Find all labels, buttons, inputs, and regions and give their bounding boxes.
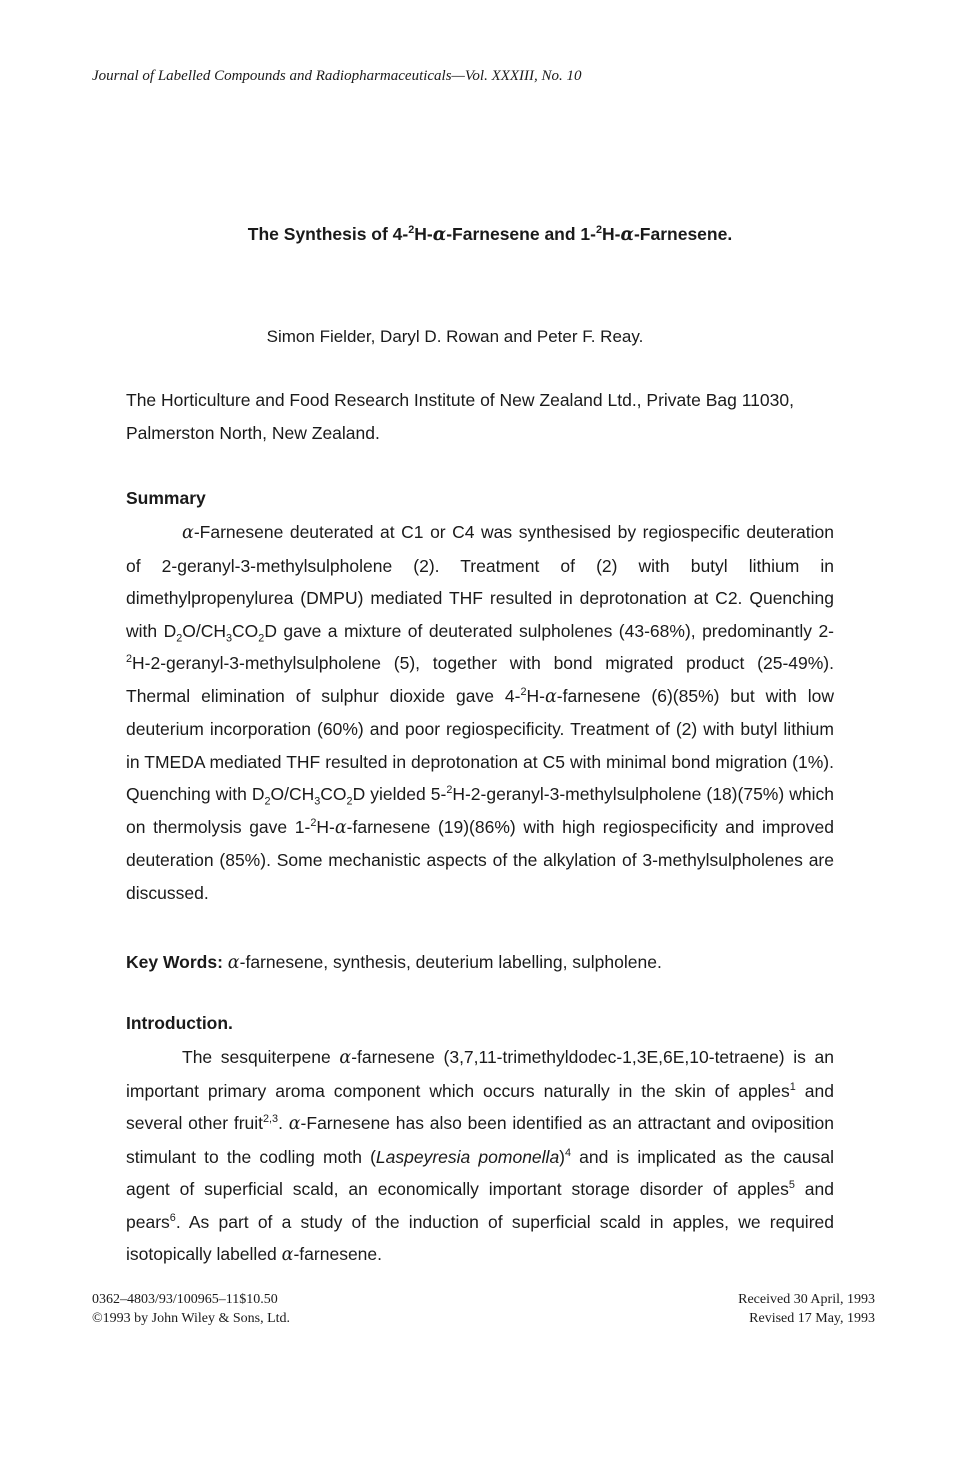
summary-text: H-	[526, 685, 545, 706]
alpha-symbol: α	[334, 817, 347, 838]
reference-superscript: 4	[565, 1146, 572, 1159]
article-title	[0, 224, 976, 245]
keywords-line	[126, 946, 836, 980]
summary-heading: Summary	[126, 488, 206, 508]
journal-header: Journal of Labelled Compounds and Radiopharmaceuticals—Vol. XXXIII, No. 10	[92, 68, 582, 84]
alpha-symbol: α	[432, 225, 447, 245]
species-name: Laspeyresia pomonella	[375, 1146, 560, 1167]
summary-text: -farnesene (19)(86%) with high regiospecificity and improved deuteration (85%). Some mechanistic aspects of the alkylation of 3-methylsulpholenes are discussed.	[126, 816, 834, 903]
footer-right	[738, 1290, 875, 1328]
reference-superscript: 6	[169, 1211, 176, 1224]
intro-text: . As part of a study of the induction of superficial scald in apples, we required isotopically labelled	[126, 1211, 834, 1264]
reference-superscript: 5	[788, 1179, 795, 1192]
price-code: 0362–4803/93/100965–11$10.50	[92, 1292, 278, 1307]
subscript: 3	[226, 632, 233, 644]
subscript: 2	[258, 632, 265, 644]
intro-text: -farnesene.	[293, 1244, 383, 1264]
introduction-heading: Introduction.	[126, 1013, 233, 1033]
affiliation: The Horticulture and Food Research Institute of New Zealand Ltd., Private Bag 11030, Palmerston North, New Zealand.	[126, 390, 794, 443]
copyright-line: ©1993 by John Wiley & Sons, Ltd.	[92, 1311, 291, 1326]
introduction-paragraph	[126, 1041, 834, 1272]
alpha-symbol: α	[281, 1245, 294, 1265]
footer-left	[92, 1290, 290, 1328]
summary-text: H-2-geranyl-3-methylsulpholene (18)(75%) which on thermolysis gave 1-	[126, 784, 834, 837]
intro-text: and several other fruit	[126, 1080, 834, 1133]
summary-text: H-2-geranyl-3-methylsulpholene (5), together with bond migrated product (25-49%). Thermal elimination of sulphur dioxide gave 4-	[126, 653, 834, 706]
summary-text: H-	[316, 816, 335, 837]
summary-text: -farnesene (6)(85%) but with low deuterium incorporation (60%) and poor regiospecificity. Treatment of (2) with butyl lithium in TMEDA mediated THF resulted in deprotonation at C5 with minimal bond migration (1%). Quenching with D	[126, 685, 834, 804]
intro-text: .	[278, 1113, 289, 1133]
title-text: The Synthesis of 4-	[247, 224, 409, 244]
superscript: 2	[446, 784, 453, 797]
alpha-symbol: α	[339, 1048, 352, 1068]
summary-text: CO	[320, 784, 347, 804]
superscript: 2	[310, 816, 317, 829]
superscript: 2	[520, 685, 527, 698]
keywords-label: Key Words:	[126, 952, 223, 972]
revised-date: Revised 17 May, 1993	[749, 1311, 875, 1326]
summary-text: CO	[232, 620, 259, 641]
summary-text: D gave a mixture of deuterated sulpholenes (43-68%), predominantly 2-	[264, 620, 835, 641]
title-superscript: 2	[596, 224, 603, 237]
subscript: 2	[176, 632, 183, 644]
received-date: Received 30 April, 1993	[738, 1292, 875, 1307]
title-text: -Farnesene.	[633, 224, 733, 244]
alpha-symbol: α	[227, 953, 240, 973]
subscript: 2	[264, 795, 271, 808]
alpha-symbol: α	[620, 225, 634, 245]
title-text: H-	[602, 224, 621, 244]
subscript: 2	[346, 795, 353, 808]
title-text: H-	[414, 224, 433, 244]
subscript: 3	[314, 795, 321, 808]
reference-superscript: 2,3	[263, 1113, 279, 1126]
summary-text: O/CH	[182, 620, 226, 641]
intro-text: The sesquiterpene	[182, 1047, 340, 1067]
summary-text: O/CH	[270, 784, 315, 804]
title-superscript: 2	[408, 224, 415, 237]
intro-text: )	[559, 1146, 565, 1167]
summary-text: -Farnesene deuterated at C1 or C4 was synthesised by regiospecific deuteration of 2-geranyl-3-methylsulpholene (2). Treatment of (2) with butyl lithium in dimethylpropenylurea (DMPU) mediated THF resulted in deprotonation at C2. Quenching with D	[126, 522, 834, 641]
keywords-text: -farnesene, synthesis, deuterium labelling, sulpholene.	[239, 952, 662, 972]
intro-text: and pears	[126, 1179, 834, 1232]
summary-text: D yielded 5-	[352, 784, 447, 804]
author-list: Simon Fielder, Daryl D. Rowan and Peter F. Reay.	[266, 327, 644, 346]
intro-text: -farnesene (3,7,11-trimethyldodec-1,3E,6E,10-tetraene) is an important primary aroma component which occurs naturally in the skin of apples	[126, 1047, 834, 1101]
title-text: -Farnesene and 1-	[446, 224, 596, 244]
intro-text: -Farnesene has also been identified as an attractant and oviposition stimulant to the codling moth (	[126, 1113, 834, 1167]
reference-superscript: 1	[789, 1080, 796, 1093]
alpha-symbol: α	[182, 523, 194, 543]
intro-text: and is implicated as the causal agent of superficial scald, an economically important storage disorder of apples	[126, 1146, 834, 1199]
superscript: 2	[126, 653, 133, 666]
summary-paragraph	[126, 516, 834, 909]
alpha-symbol: α	[544, 686, 557, 707]
alpha-symbol: α	[288, 1114, 301, 1134]
